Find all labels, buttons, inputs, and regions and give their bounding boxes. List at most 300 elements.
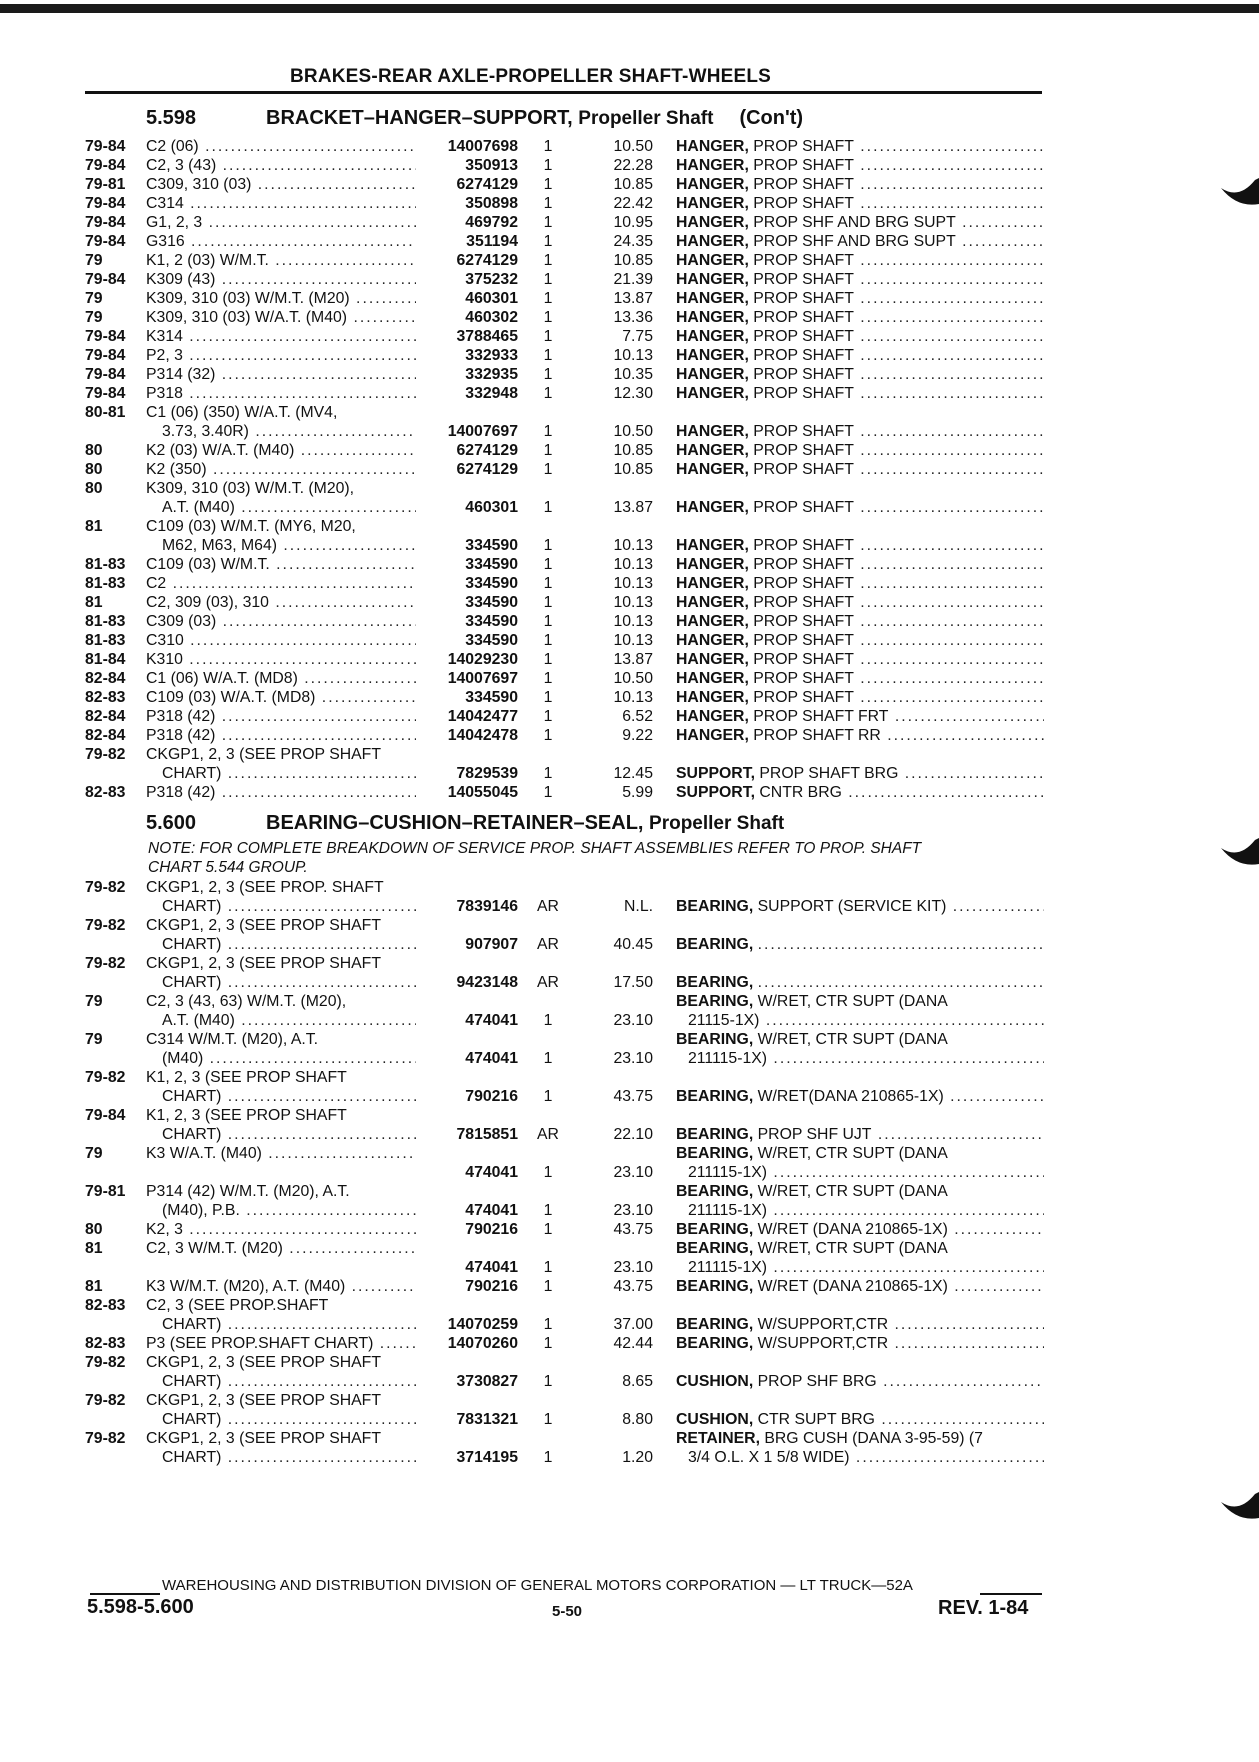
model-description bbox=[146, 460, 416, 479]
description-line-2: (M40), P.B. ..... bbox=[146, 1201, 416, 1220]
item-description bbox=[676, 460, 1044, 479]
description-line-1: C2 ..... bbox=[146, 575, 416, 592]
price: 13.87 bbox=[613, 499, 653, 516]
price: 7.75 bbox=[622, 328, 653, 345]
item-name: BEARING, bbox=[676, 1126, 754, 1143]
item-detail: PROP SHAFT bbox=[753, 385, 854, 402]
model-description bbox=[146, 726, 416, 745]
model-description bbox=[146, 1429, 416, 1467]
table-row bbox=[0, 270, 1259, 289]
model-description bbox=[146, 745, 416, 783]
item-detail: W/RET(DANA 210865-1X) bbox=[757, 1088, 944, 1105]
item-name: CUSHION, bbox=[676, 1411, 754, 1428]
item-name: BEARING, bbox=[676, 1088, 754, 1105]
item-detail: PROP SHF BRG bbox=[757, 1373, 877, 1390]
model-years: 79-84 bbox=[85, 195, 126, 212]
model-years: 79 bbox=[85, 309, 103, 326]
table-row bbox=[0, 631, 1259, 650]
model-description bbox=[146, 289, 416, 308]
item-description bbox=[676, 1220, 1044, 1239]
item-description bbox=[676, 365, 1044, 384]
description-line-2: CHART) ..... bbox=[146, 973, 416, 992]
table-row bbox=[0, 232, 1259, 251]
item-description bbox=[676, 1144, 1044, 1182]
table-row bbox=[0, 1296, 1259, 1334]
model-years: 79-82 bbox=[85, 917, 126, 934]
price: 42.44 bbox=[613, 1335, 653, 1352]
item-description bbox=[676, 1239, 1044, 1277]
description-line-1: C309 (03) ..... bbox=[146, 613, 416, 630]
item-description bbox=[676, 973, 1044, 992]
item-detail: CTR SUPT BRG bbox=[757, 1411, 875, 1428]
quantity: 1 bbox=[543, 1221, 553, 1238]
model-years: 79-82 bbox=[85, 879, 126, 896]
price: 10.13 bbox=[613, 632, 653, 649]
model-years: 79 bbox=[85, 993, 103, 1010]
part-number: 334590 bbox=[465, 632, 518, 649]
item-description bbox=[676, 1372, 1044, 1391]
quantity: 1 bbox=[543, 765, 553, 782]
item-description bbox=[676, 289, 1044, 308]
price: 13.87 bbox=[613, 651, 653, 668]
price: 1.20 bbox=[622, 1449, 653, 1466]
model-years: 79-84 bbox=[85, 347, 126, 364]
description-line-2: A.T. (M40) ..... bbox=[146, 1011, 416, 1030]
part-number: 6274129 bbox=[456, 461, 518, 478]
model-description bbox=[146, 137, 416, 156]
price: 10.50 bbox=[613, 670, 653, 687]
description-line-1: C109 (03) W/M.T. ..... bbox=[146, 556, 416, 573]
item-name: HANGER, bbox=[676, 556, 749, 573]
item-name: HANGER, bbox=[676, 613, 749, 630]
item-description bbox=[676, 992, 1044, 1030]
model-description bbox=[146, 251, 416, 270]
item-detail: PROP SHAFT bbox=[753, 271, 854, 288]
description-line-1: CKGP1, 2, 3 (SEE PROP SHAFT bbox=[146, 917, 381, 934]
item-detail: PROP SHAFT bbox=[753, 138, 854, 155]
quantity: AR bbox=[537, 1126, 559, 1143]
part-number: 7839146 bbox=[456, 898, 518, 915]
part-number: 460301 bbox=[465, 290, 518, 307]
description-line-1: C314 W/M.T. (M20), A.T. bbox=[146, 1031, 319, 1048]
item-name: HANGER, bbox=[676, 499, 749, 516]
item-detail-line-2: 3/4 O.L. X 1 5/8 WIDE) ..... bbox=[676, 1448, 1044, 1467]
item-detail: W/RET (DANA 210865-1X) bbox=[757, 1278, 948, 1295]
part-number: 7815851 bbox=[456, 1126, 518, 1143]
item-description bbox=[676, 1429, 1044, 1467]
description-line-1: P2, 3 ..... bbox=[146, 347, 416, 364]
item-description bbox=[676, 1182, 1044, 1220]
model-years: 82-83 bbox=[85, 1335, 126, 1352]
table-row bbox=[0, 669, 1259, 688]
item-detail: W/RET (DANA 210865-1X) bbox=[757, 1221, 948, 1238]
part-number: 474041 bbox=[465, 1164, 518, 1181]
table-row bbox=[0, 1277, 1259, 1296]
footer-division: WAREHOUSING AND DISTRIBUTION DIVISION OF GENERAL MOTORS CORPORATION — LT TRUCK—52A bbox=[162, 1577, 913, 1594]
model-description bbox=[146, 783, 416, 802]
binder-tab-icon bbox=[1217, 174, 1259, 208]
model-years: 79-82 bbox=[85, 1069, 126, 1086]
item-detail: PROP SHAFT bbox=[753, 328, 854, 345]
part-number: 14029230 bbox=[447, 651, 518, 668]
table-row bbox=[0, 1182, 1259, 1220]
item-description bbox=[676, 935, 1044, 954]
quantity: 1 bbox=[543, 1050, 553, 1067]
footer-page-number: 5-50 bbox=[552, 1603, 583, 1620]
model-years: 79 bbox=[85, 290, 103, 307]
item-detail-line-2: 21115-1X) ..... bbox=[676, 1011, 1044, 1030]
item-name: HANGER, bbox=[676, 651, 749, 668]
item-name: HANGER, bbox=[676, 252, 749, 269]
part-number: 14070260 bbox=[447, 1335, 518, 1352]
model-description bbox=[146, 1144, 416, 1163]
item-detail: W/RET, CTR SUPT (DANA bbox=[757, 993, 948, 1010]
quantity: 1 bbox=[543, 366, 553, 383]
item-detail: PROP SHAFT bbox=[753, 157, 854, 174]
item-description bbox=[676, 308, 1044, 327]
item-name: HANGER, bbox=[676, 670, 749, 687]
item-name: HANGER, bbox=[676, 366, 749, 383]
part-number: 7829539 bbox=[456, 765, 518, 782]
description-line-1: K309, 310 (03) W/M.T. (M20) ..... bbox=[146, 290, 416, 307]
model-description bbox=[146, 327, 416, 346]
price: 23.10 bbox=[613, 1202, 653, 1219]
quantity: 1 bbox=[543, 727, 553, 744]
price: 6.52 bbox=[622, 708, 653, 725]
model-years: 81-84 bbox=[85, 651, 126, 668]
price: N.L. bbox=[624, 898, 653, 915]
price: 12.45 bbox=[613, 765, 653, 782]
description-line-1: CKGP1, 2, 3 (SEE PROP SHAFT bbox=[146, 955, 381, 972]
quantity: 1 bbox=[543, 157, 553, 174]
item-detail: PROP SHAFT bbox=[753, 537, 854, 554]
item-detail: PROP SHAFT bbox=[753, 461, 854, 478]
description-line-1: P314 (42) W/M.T. (M20), A.T. bbox=[146, 1183, 350, 1200]
section-5600-title bbox=[146, 812, 784, 835]
model-years: 79-84 bbox=[85, 271, 126, 288]
table-row bbox=[0, 346, 1259, 365]
price: 24.35 bbox=[613, 233, 653, 250]
table-row bbox=[0, 137, 1259, 156]
table-row bbox=[0, 194, 1259, 213]
item-detail: W/SUPPORT,CTR bbox=[757, 1316, 889, 1333]
item-name: HANGER, bbox=[676, 328, 749, 345]
model-description bbox=[146, 612, 416, 631]
item-description bbox=[676, 1315, 1044, 1334]
item-detail: PROP SHAFT bbox=[753, 632, 854, 649]
item-description bbox=[676, 422, 1044, 441]
item-name: SUPPORT, bbox=[676, 765, 755, 782]
table-row bbox=[0, 1068, 1259, 1106]
table-row bbox=[0, 156, 1259, 175]
binder-tab-icon bbox=[1217, 1488, 1259, 1522]
item-description bbox=[676, 156, 1044, 175]
item-description bbox=[676, 1277, 1044, 1296]
model-description bbox=[146, 992, 416, 1030]
price: 10.13 bbox=[613, 556, 653, 573]
model-years: 79 bbox=[85, 1145, 103, 1162]
quantity: 1 bbox=[543, 385, 553, 402]
item-name: HANGER, bbox=[676, 423, 749, 440]
quantity: 1 bbox=[543, 537, 553, 554]
item-detail: PROP SHF AND BRG SUPT bbox=[753, 233, 956, 250]
price: 10.85 bbox=[613, 252, 653, 269]
part-number: 334590 bbox=[465, 537, 518, 554]
part-number: 6274129 bbox=[456, 252, 518, 269]
item-name: BEARING, bbox=[676, 1316, 754, 1333]
description-line-2: (M40) ..... bbox=[146, 1049, 416, 1068]
item-detail: PROP SHAFT FRT bbox=[753, 708, 889, 725]
part-number: 460301 bbox=[465, 499, 518, 516]
quantity: 1 bbox=[543, 442, 553, 459]
description-line-1: C314 ..... bbox=[146, 195, 416, 212]
description-line-1: C2, 3 (SEE PROP.SHAFT bbox=[146, 1297, 329, 1314]
item-name: BEARING, bbox=[676, 898, 754, 915]
part-number: 350913 bbox=[465, 157, 518, 174]
part-number: 3714195 bbox=[456, 1449, 518, 1466]
item-detail: PROP SHAFT bbox=[753, 651, 854, 668]
part-number: 332948 bbox=[465, 385, 518, 402]
part-number: 790216 bbox=[465, 1088, 518, 1105]
item-detail: PROP SHAFT bbox=[753, 290, 854, 307]
model-years: 82-83 bbox=[85, 689, 126, 706]
model-years: 79-81 bbox=[85, 176, 126, 193]
quantity: 1 bbox=[543, 1335, 553, 1352]
model-description bbox=[146, 555, 416, 574]
item-name: BEARING, bbox=[676, 1145, 754, 1162]
item-detail: PROP SHAFT bbox=[753, 442, 854, 459]
model-description bbox=[146, 1277, 416, 1296]
section-5598-title bbox=[146, 107, 803, 130]
quantity: 1 bbox=[543, 176, 553, 193]
item-detail: PROP SHAFT bbox=[753, 252, 854, 269]
description-line-1: K309, 310 (03) W/A.T. (M40) ..... bbox=[146, 309, 416, 326]
model-description bbox=[146, 1220, 416, 1239]
part-number: 474041 bbox=[465, 1050, 518, 1067]
description-line-2: A.T. (M40) ..... bbox=[146, 498, 416, 517]
model-description bbox=[146, 1391, 416, 1429]
model-description bbox=[146, 1182, 416, 1220]
section-heading: BEARING–CUSHION–RETAINER–SEAL, bbox=[266, 812, 644, 834]
quantity: 1 bbox=[543, 651, 553, 668]
table-row bbox=[0, 954, 1259, 992]
description-line-1: K2 (03) W/A.T. (M40) ..... bbox=[146, 442, 416, 459]
item-name: HANGER, bbox=[676, 138, 749, 155]
page-header-title: BRAKES-REAR AXLE-PROPELLER SHAFT-WHEELS bbox=[290, 66, 772, 87]
model-description bbox=[146, 916, 416, 954]
item-name: HANGER, bbox=[676, 537, 749, 554]
model-years: 81 bbox=[85, 518, 103, 535]
quantity: 1 bbox=[543, 1088, 553, 1105]
footer-rule-right bbox=[980, 1593, 1042, 1595]
description-line-2: CHART) ..... bbox=[146, 1125, 416, 1144]
model-years: 81-83 bbox=[85, 613, 126, 630]
part-number: 460302 bbox=[465, 309, 518, 326]
description-line-1: P318 (42) ..... bbox=[146, 784, 416, 801]
item-description bbox=[676, 536, 1044, 555]
description-line-1: K2 (350) ..... bbox=[146, 461, 416, 478]
quantity: 1 bbox=[543, 328, 553, 345]
price: 22.28 bbox=[613, 157, 653, 174]
part-number: 332935 bbox=[465, 366, 518, 383]
item-description bbox=[676, 764, 1044, 783]
item-description bbox=[676, 669, 1044, 688]
part-number: 332933 bbox=[465, 347, 518, 364]
description-line-1: C1 (06) (350) W/A.T. (MV4, bbox=[146, 404, 338, 421]
model-years: 82-84 bbox=[85, 727, 126, 744]
part-number: 474041 bbox=[465, 1202, 518, 1219]
description-line-2: CHART) ..... bbox=[146, 1448, 416, 1467]
price: 21.39 bbox=[613, 271, 653, 288]
price: 10.95 bbox=[613, 214, 653, 231]
item-detail-line-2: 211115-1X) ..... bbox=[676, 1258, 1044, 1277]
part-number: 6274129 bbox=[456, 442, 518, 459]
model-description bbox=[146, 270, 416, 289]
item-detail: PROP SHAFT bbox=[753, 347, 854, 364]
model-years: 81 bbox=[85, 1240, 103, 1257]
model-years: 79-84 bbox=[85, 385, 126, 402]
item-description bbox=[676, 270, 1044, 289]
item-description bbox=[676, 1087, 1044, 1106]
item-name: RETAINER, bbox=[676, 1430, 760, 1447]
model-description bbox=[146, 384, 416, 403]
item-name: BEARING, bbox=[676, 1031, 754, 1048]
part-number: 334590 bbox=[465, 594, 518, 611]
table-row bbox=[0, 213, 1259, 232]
description-line-1: K310 ..... bbox=[146, 651, 416, 668]
table-row bbox=[0, 175, 1259, 194]
part-number: 9423148 bbox=[456, 974, 518, 991]
item-detail-line-2: 211115-1X) ..... bbox=[676, 1163, 1044, 1182]
description-line-1: P318 (42) ..... bbox=[146, 727, 416, 744]
model-description bbox=[146, 1239, 416, 1258]
footer-revision: REV. 1-84 bbox=[938, 1597, 1029, 1619]
model-years: 79-82 bbox=[85, 1430, 126, 1447]
model-description bbox=[146, 593, 416, 612]
price: 10.13 bbox=[613, 613, 653, 630]
item-description bbox=[676, 574, 1044, 593]
section-subheading: Propeller Shaft bbox=[578, 108, 714, 129]
description-line-1: C2, 3 W/M.T. (M20) ..... bbox=[146, 1240, 416, 1257]
part-number: 469792 bbox=[465, 214, 518, 231]
quantity: 1 bbox=[543, 347, 553, 364]
price: 23.10 bbox=[613, 1164, 653, 1181]
price: 8.80 bbox=[622, 1411, 653, 1428]
quantity: 1 bbox=[543, 1278, 553, 1295]
model-years: 80-81 bbox=[85, 404, 126, 421]
item-name: HANGER, bbox=[676, 214, 749, 231]
description-line-2: CHART) ..... bbox=[146, 935, 416, 954]
item-description bbox=[676, 631, 1044, 650]
quantity: 1 bbox=[543, 632, 553, 649]
table-row bbox=[0, 251, 1259, 270]
item-name: HANGER, bbox=[676, 594, 749, 611]
model-description bbox=[146, 441, 416, 460]
description-line-1: CKGP1, 2, 3 (SEE PROP SHAFT bbox=[146, 1354, 381, 1371]
table-row bbox=[0, 441, 1259, 460]
part-number: 14070259 bbox=[447, 1316, 518, 1333]
table-row bbox=[0, 574, 1259, 593]
model-description bbox=[146, 517, 416, 555]
description-line-1: P314 (32) ..... bbox=[146, 366, 416, 383]
model-description bbox=[146, 650, 416, 669]
model-years: 79-84 bbox=[85, 214, 126, 231]
quantity: 1 bbox=[543, 214, 553, 231]
item-name: HANGER, bbox=[676, 385, 749, 402]
description-line-1: P318 (42) ..... bbox=[146, 708, 416, 725]
table-row bbox=[0, 916, 1259, 954]
model-description bbox=[146, 1106, 416, 1144]
item-description bbox=[676, 1030, 1044, 1068]
model-years: 81 bbox=[85, 594, 103, 611]
description-line-1: C2, 3 (43, 63) W/M.T. (M20), bbox=[146, 993, 347, 1010]
table-row bbox=[0, 1106, 1259, 1144]
description-line-1: C310 ..... bbox=[146, 632, 416, 649]
table-row bbox=[0, 460, 1259, 479]
item-detail: PROP SHAFT bbox=[753, 556, 854, 573]
item-description bbox=[676, 612, 1044, 631]
quantity: 1 bbox=[543, 271, 553, 288]
item-description bbox=[676, 897, 1044, 916]
model-years: 80 bbox=[85, 480, 103, 497]
model-description bbox=[146, 1296, 416, 1334]
model-description bbox=[146, 403, 416, 441]
price: 13.36 bbox=[613, 309, 653, 326]
price: 22.42 bbox=[613, 195, 653, 212]
item-name: BEARING, bbox=[676, 1335, 754, 1352]
item-description bbox=[676, 251, 1044, 270]
table-row bbox=[0, 365, 1259, 384]
description-line-2: CHART) ..... bbox=[146, 897, 416, 916]
price: 23.10 bbox=[613, 1259, 653, 1276]
item-description bbox=[676, 232, 1044, 251]
table-row bbox=[0, 327, 1259, 346]
part-number: 7831321 bbox=[456, 1411, 518, 1428]
table-row bbox=[0, 517, 1259, 555]
model-description bbox=[146, 631, 416, 650]
item-description bbox=[676, 593, 1044, 612]
part-number: 474041 bbox=[465, 1259, 518, 1276]
section-heading: BRACKET–HANGER–SUPPORT, bbox=[266, 107, 573, 129]
price: 10.85 bbox=[613, 461, 653, 478]
item-description bbox=[676, 650, 1044, 669]
price: 12.30 bbox=[613, 385, 653, 402]
table-row bbox=[0, 745, 1259, 783]
item-name: BEARING, bbox=[676, 993, 754, 1010]
model-description bbox=[146, 574, 416, 593]
price: 17.50 bbox=[613, 974, 653, 991]
table-row bbox=[0, 783, 1259, 802]
part-number: 350898 bbox=[465, 195, 518, 212]
item-name: BEARING, bbox=[676, 1278, 754, 1295]
quantity: 1 bbox=[543, 461, 553, 478]
price: 40.45 bbox=[613, 936, 653, 953]
description-line-2: 3.73, 3.40R) ..... bbox=[146, 422, 416, 441]
quantity: 1 bbox=[543, 575, 553, 592]
table-row bbox=[0, 479, 1259, 517]
description-line-1: K1, 2, 3 (SEE PROP SHAFT bbox=[146, 1107, 347, 1124]
item-name: HANGER, bbox=[676, 271, 749, 288]
description-line-2: CHART) ..... bbox=[146, 764, 416, 783]
model-description bbox=[146, 1030, 416, 1068]
description-line-1: C2, 309 (03), 310 ..... bbox=[146, 594, 416, 611]
model-description bbox=[146, 365, 416, 384]
description-line-2: M62, M63, M64) ..... bbox=[146, 536, 416, 555]
model-years: 82-84 bbox=[85, 670, 126, 687]
item-description bbox=[676, 1334, 1044, 1353]
quantity: 1 bbox=[543, 195, 553, 212]
quantity: 1 bbox=[543, 1202, 553, 1219]
